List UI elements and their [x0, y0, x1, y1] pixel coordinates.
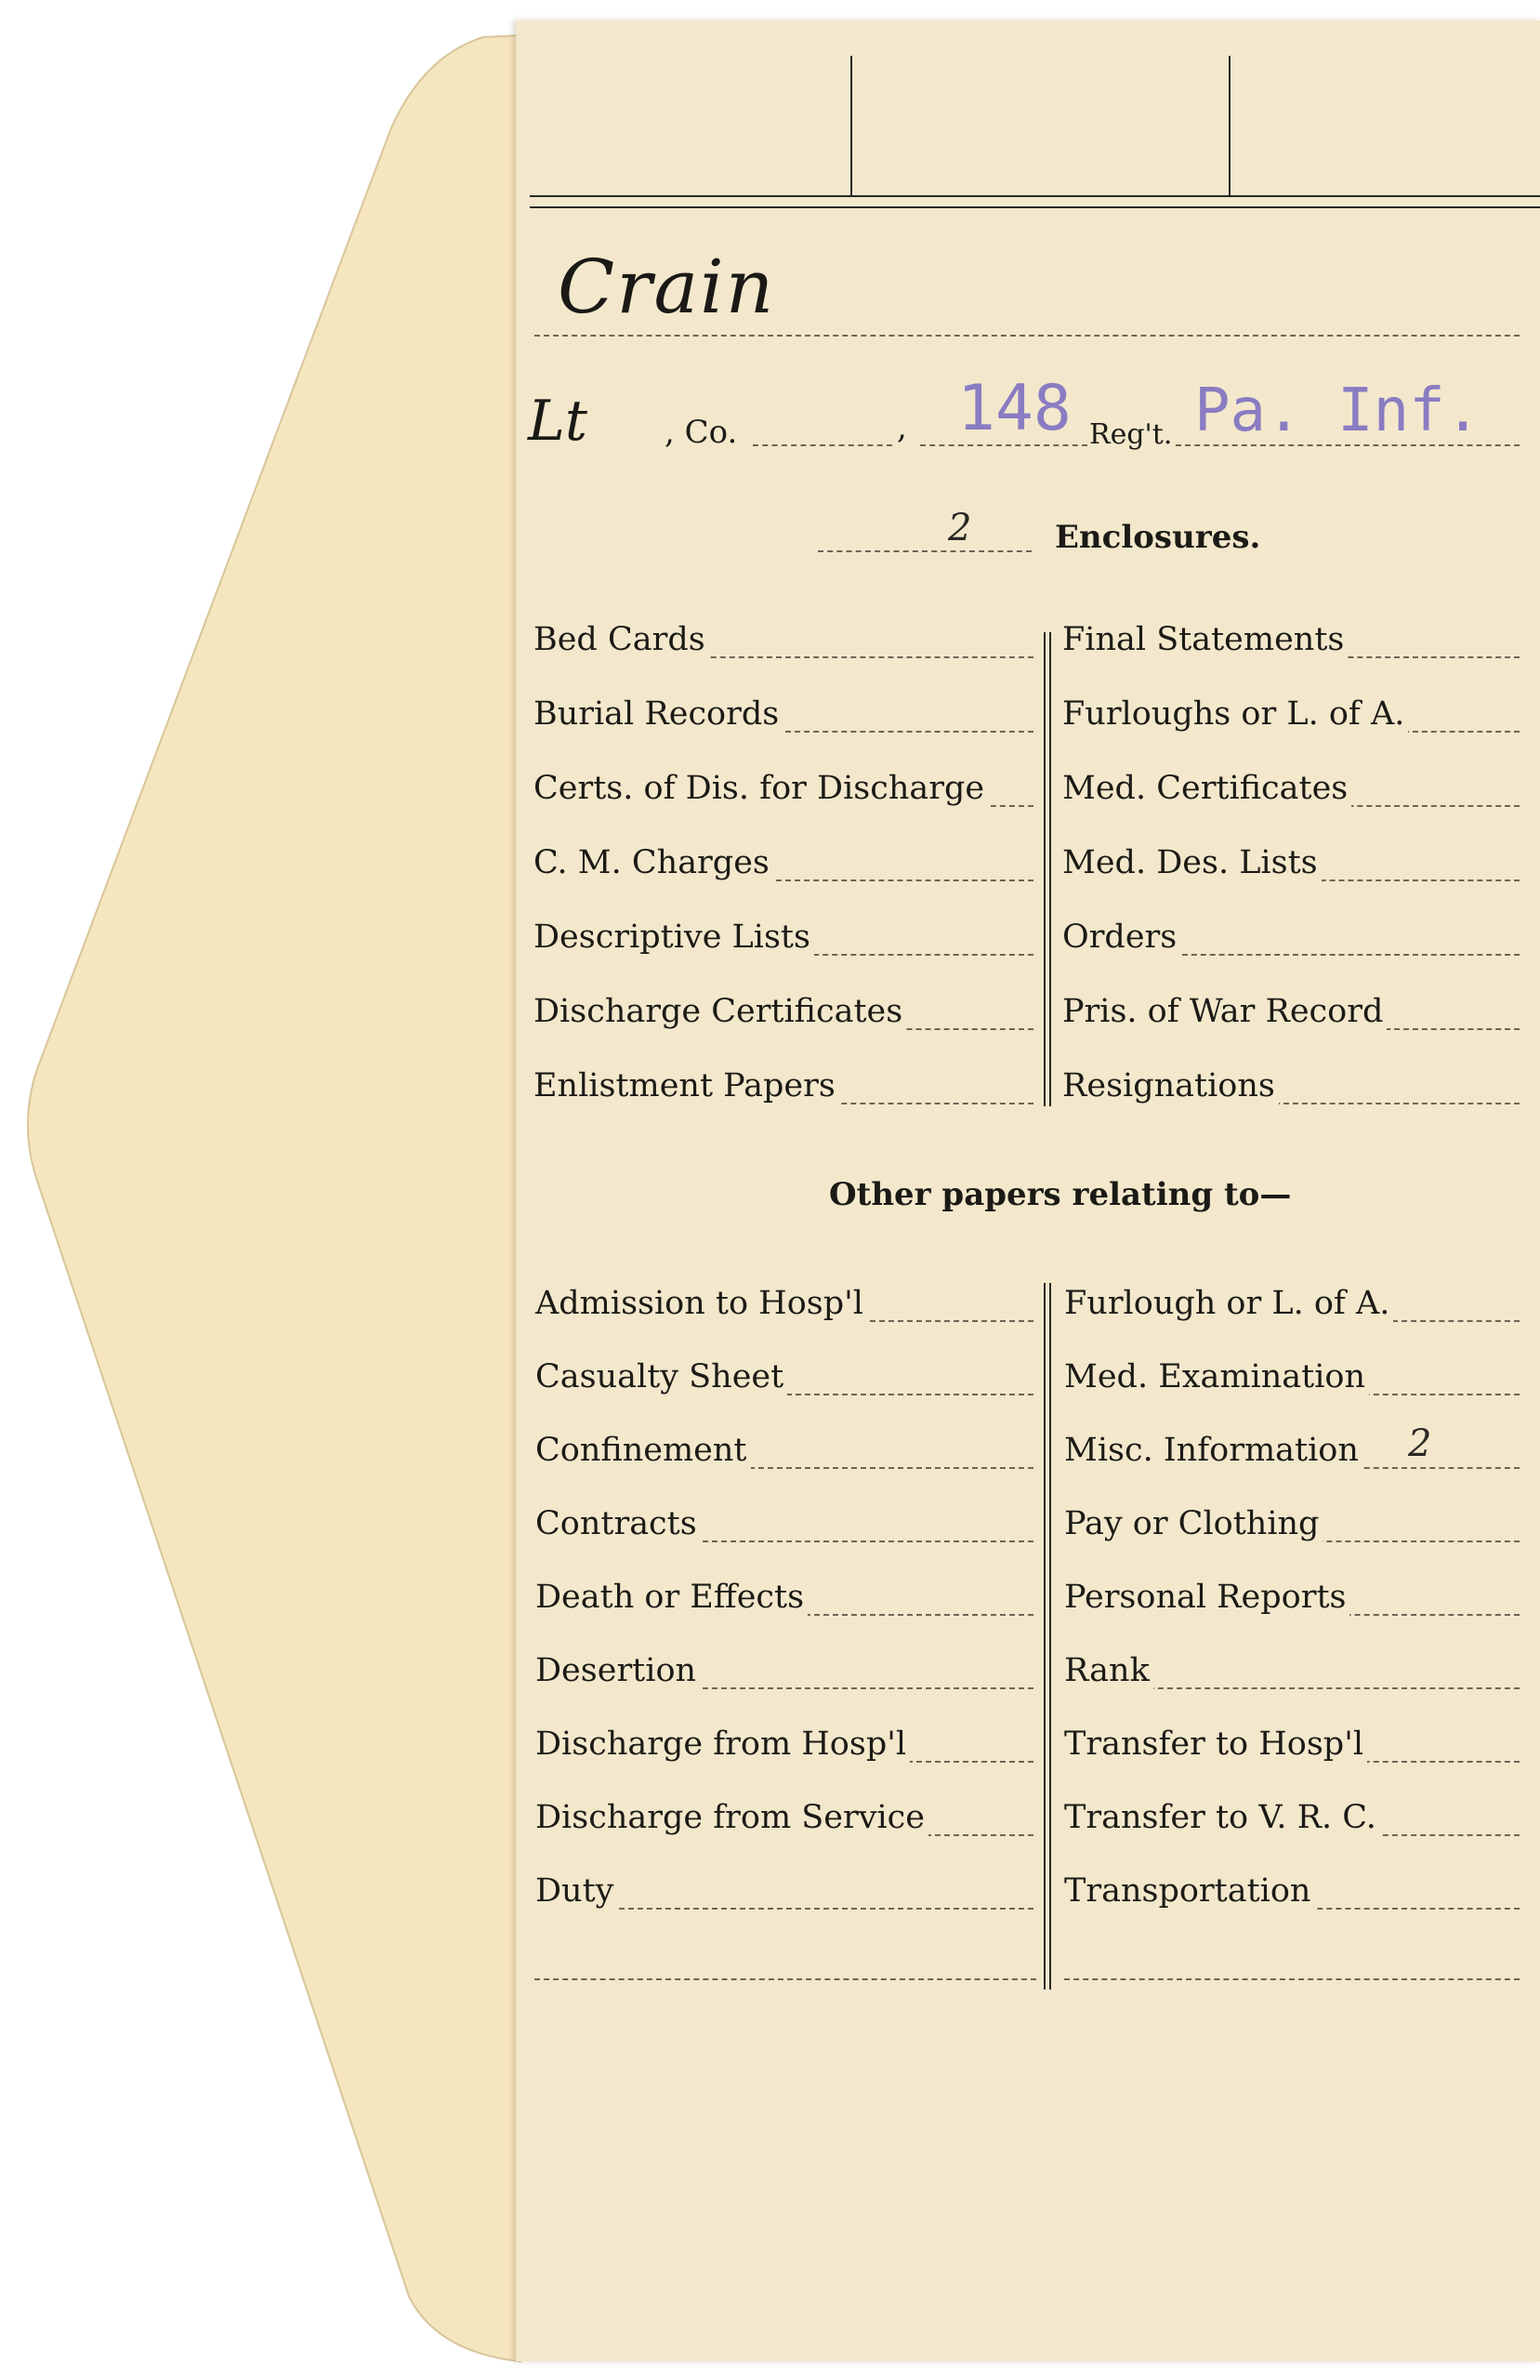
enclosures-count-line [818, 550, 1032, 552]
enclosures-count: 2 [948, 507, 972, 549]
list-item-label: Orders [1062, 919, 1180, 956]
list-item-label: Pay or Clothing [1064, 1505, 1323, 1542]
enclosures-column-rule [1044, 632, 1046, 1106]
surname: Crain [558, 244, 776, 330]
enclosures-label: Enclosures. [1055, 519, 1261, 556]
list-item-label: Pris. of War Record [1062, 993, 1387, 1030]
misc-information-count: 2 [1408, 1422, 1432, 1465]
list-item-label: Discharge from Service [535, 1799, 928, 1836]
list-item-label: Casualty Sheet [535, 1358, 787, 1395]
surname-line [534, 335, 1520, 337]
co-label: , Co. [665, 414, 738, 451]
list-item-label: Transportation [1064, 1872, 1314, 1910]
list-item-label: Duty [535, 1872, 617, 1910]
list-item-label: Discharge from Hosp'l [535, 1726, 910, 1763]
list-item-label: C. M. Charges [533, 844, 773, 881]
list-item-label: Personal Reports [1064, 1579, 1349, 1616]
list-item-label: Transfer to Hosp'l [1064, 1726, 1367, 1763]
comma: , [897, 409, 907, 446]
header-rule-top [530, 195, 1540, 197]
list-item-label: Med. Certificates [1062, 770, 1351, 807]
list-item-label: Desertion [535, 1652, 700, 1689]
rank: Lt [528, 389, 587, 454]
list-item-label: Contracts [535, 1505, 701, 1542]
list-item-label: Certs. of Dis. for Discharge [533, 770, 988, 807]
co-line [753, 444, 892, 446]
blank-line-right [1064, 1978, 1520, 1980]
list-item-label: Enlistment Papers [533, 1067, 839, 1104]
list-item-label: Furlough or L. of A. [1064, 1285, 1393, 1322]
regiment-number-stamp: 148 [957, 372, 1072, 445]
list-item-label: Misc. Information [1064, 1432, 1362, 1469]
list-item-label: Med. Examination [1064, 1358, 1369, 1395]
other-column-rule-2 [1049, 1283, 1051, 1990]
list-item-label: Bed Cards [533, 621, 709, 658]
header-rule-bottom [530, 206, 1540, 208]
list-item-label: Furloughs or L. of A. [1062, 695, 1408, 733]
enclosures-column-rule-2 [1049, 632, 1051, 1106]
list-item-label: Final Statements [1062, 621, 1348, 658]
list-item-label: Descriptive Lists [533, 919, 814, 956]
list-item-label: Transfer to V. R. C. [1064, 1799, 1380, 1836]
list-item-label: Resignations [1062, 1067, 1279, 1104]
other-column-rule [1044, 1283, 1046, 1990]
list-item-label: Admission to Hosp'l [535, 1285, 867, 1322]
list-item-label: Rank [1064, 1652, 1153, 1689]
header-divider-1 [850, 56, 852, 195]
other-papers-heading: Other papers relating to— [829, 1176, 1292, 1213]
list-item-label: Burial Records [533, 695, 783, 733]
list-item-label: Confinement [535, 1432, 751, 1469]
list-item-label: Death or Effects [535, 1579, 808, 1616]
regiment-state-stamp: Pa. Inf. [1194, 377, 1481, 445]
list-item-label: Discharge Certificates [533, 993, 906, 1030]
list-item-label: Med. Des. Lists [1062, 844, 1322, 881]
regt-label: Reg't. [1089, 418, 1173, 451]
header-divider-2 [1229, 56, 1231, 195]
blank-line-left [534, 1978, 1036, 1980]
